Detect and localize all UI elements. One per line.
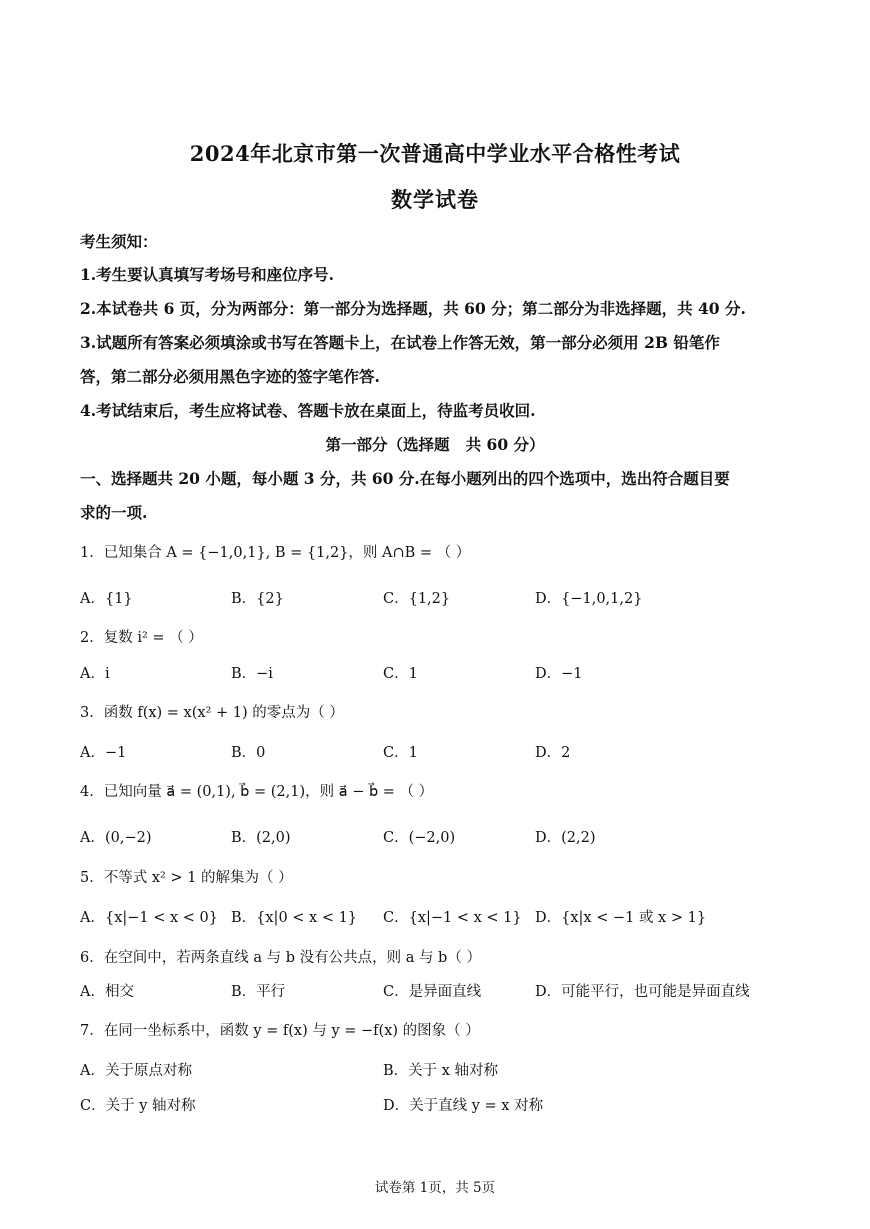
question-5-option-c: C．{x|−1 < x < 1}	[383, 910, 522, 926]
question-2-option-a: A．i	[80, 666, 110, 682]
exam-subtitle: 数学试卷	[391, 187, 479, 212]
question-1-option-d: D．{−1,0,1,2}	[535, 591, 643, 607]
part1-instruction-line-1: 一、选择题共 20 小题，每小题 3 分，共 60 分.在每小题列出的四个选项中，选出符合题目要	[80, 469, 730, 488]
question-5-option-a: A．{x|−1 < x < 0}	[80, 910, 218, 926]
question-5-stem: 5．不等式 x² > 1 的解集为（ ）	[80, 870, 293, 886]
part1-instruction-line-2: 求的一项.	[80, 503, 148, 522]
notice-item-1: 1.考生要认真填写考场号和座位序号.	[80, 265, 335, 284]
notice-item-3-line-1: 3.试题所有答案必须填涂或书写在答题卡上，在试卷上作答无效，第一部分必须用 2B 铅笔作	[80, 333, 720, 352]
question-4-option-c: C．(−2,0)	[383, 830, 456, 846]
question-2-option-d: D．−1	[535, 666, 583, 682]
question-3-stem: 3．函数 f(x) = x(x² + 1) 的零点为（ ）	[80, 705, 344, 721]
question-7-option-b: B．关于 x 轴对称	[383, 1063, 499, 1079]
question-1-option-b: B．{2}	[231, 591, 284, 607]
question-6-option-b: B．平行	[231, 984, 286, 1000]
notice-item-2: 2.本试卷共 6 页，分为两部分：第一部分为选择题，共 60 分；第二部分为非选择题，共 40 分.	[80, 299, 746, 318]
question-3-option-c: C．1	[383, 745, 418, 761]
question-5-option-b: B．{x|0 < x < 1}	[231, 910, 358, 926]
page-footer: 试卷第 1页，共 5页	[374, 1180, 496, 1196]
notice-heading: 考生须知：	[80, 232, 158, 251]
exam-title: 2024年北京市第一次普通高中学业水平合格性考试	[189, 141, 681, 166]
question-1-stem: 1．已知集合 A = {−1,0,1}, B = {1,2}，则 A∩B = （ ）	[80, 545, 471, 561]
question-2-stem: 2．复数 i² = （ ）	[80, 630, 203, 646]
question-3-option-d: D．2	[535, 745, 571, 761]
question-1-option-c: C．{1,2}	[383, 591, 451, 607]
question-4-option-a: A．(0,−2)	[80, 830, 152, 846]
question-6-stem: 6．在空间中，若两条直线 a 与 b 没有公共点，则 a 与 b（ ）	[80, 950, 481, 966]
question-5-option-d: D．{x|x < −1 或 x > 1}	[535, 910, 707, 926]
question-4-option-d: D．(2,2)	[535, 830, 596, 846]
question-7-option-d: D．关于直线 y = x 对称	[383, 1098, 544, 1114]
question-3-option-a: A．−1	[80, 745, 127, 761]
notice-item-3-line-2: 答，第二部分必须用黑色字迹的签字笔作答.	[80, 367, 380, 386]
question-2-option-b: B．−i	[231, 666, 273, 682]
question-6-option-a: A．相交	[80, 984, 134, 1000]
question-6-option-c: C．是异面直线	[383, 984, 482, 1000]
question-1-option-a: A．{1}	[80, 591, 133, 607]
question-4-option-b: B．(2,0)	[231, 830, 291, 846]
question-7-option-a: A．关于原点对称	[80, 1063, 192, 1079]
question-7-option-c: C．关于 y 轴对称	[80, 1098, 196, 1114]
question-6-option-d: D．可能平行，也可能是异面直线	[535, 984, 750, 1000]
question-2-option-c: C．1	[383, 666, 418, 682]
question-3-option-b: B．0	[231, 745, 266, 761]
notice-item-4: 4.考试结束后，考生应将试卷、答题卡放在桌面上，待监考员收回.	[80, 401, 536, 420]
question-7-stem: 7．在同一坐标系中，函数 y = f(x) 与 y = −f(x) 的图象（ ）	[80, 1023, 480, 1039]
question-4-stem: 4．已知向量 a⃗ = (0,1), b⃗ = (2,1)，则 a⃗ − b⃗ = （ ）	[80, 784, 434, 800]
part1-heading: 第一部分（选择题 共 60 分）	[325, 435, 545, 454]
